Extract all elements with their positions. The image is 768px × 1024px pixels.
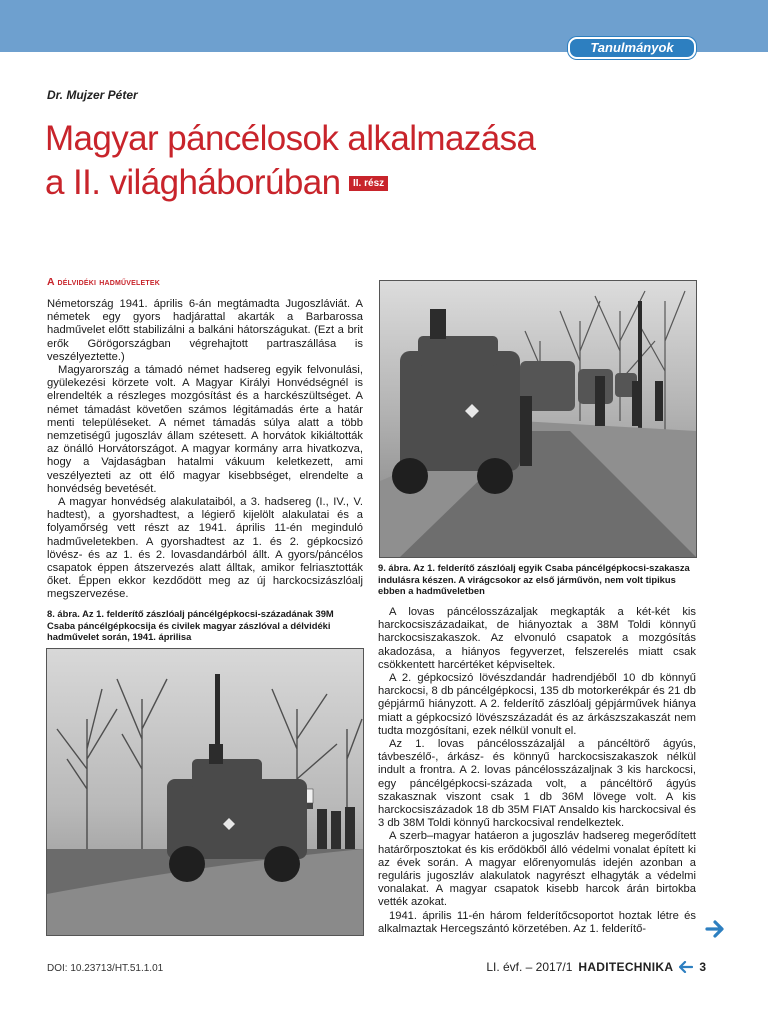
section-heading-text: A délvidéki hadműveletek: [47, 276, 160, 288]
paragraph: Németország 1941. április 6-án megtámadta Jugoszláviát. A németek egy gyors hadjárattal akarták a Barbarossa hadművelet előtt stabilizálni a balkáni hátországukat. (Ezt a brit erők Görögországban végrehajtott partraszállása is veszélyeztette.): [47, 298, 363, 363]
figure-9-caption: 9. ábra. Az 1. felderítő zászlóalj egyik Csaba páncélgépkocsi-szakasza indulásra készen. A virágcsokor az első járművön, nem volt tipikus ebben a hadműveletben: [378, 562, 690, 597]
article-title: [45, 117, 565, 205]
section-heading: [47, 276, 160, 288]
figure-8-photo: [46, 648, 364, 936]
issue-label: LI. évf. – 2017/1: [486, 960, 573, 974]
left-text-column: [47, 298, 363, 602]
page-number: 3: [699, 960, 706, 974]
paragraph: 1941. április 11-én három felderítőcsoportot hoztak létre és alkalmaztak Hercegszántó körzetében. Az 1. felderítő-: [378, 909, 696, 935]
footer-issue-info: [486, 960, 706, 974]
paragraph: A magyar honvédség alakulataiból, a 3. hadsereg (I., IV., V. hadtest), a gyorshadtest, a légierő kijelölt alakulatai és a folyamőrség vett részt az 1941. április 11-én meginduló hadműveletekben. A gyorshadtest az 1. és 2. gépkocsizó lövész- és az 1. és 2. lovasdandárból állt. A gyors/páncélos csapatok éppen átszervezés alatt álltak, amikor felriasztották őket. Éppen ekkor kezdődött meg az új harckocsizászlóalj megszervezése.: [47, 496, 363, 601]
magazine-name: HADITECHNIKA: [578, 960, 674, 974]
right-text-column: [378, 606, 696, 936]
paragraph: A szerb–magyar hatáeron a jugoszláv hadsereg megerődített határőrposztokat és kis erődökből álló védelmi vonalat épített ki az évek során. A magyar előrenyomulás idején azonban a reguláris jugoszláv alakulatok nagyrészt elhagyták a védelmi vonalakat. A magyar csapatok kisebb harcok árán birtokba vették azokat.: [378, 830, 696, 909]
part-badge: II. rész: [349, 176, 388, 191]
paragraph: Az 1. lovas páncélosszázaljál a páncéltörő ágyús, távbeszélő-, árkász- és könnyű harckocsiszakaszok nélkül indult a frontra. A 2. lovas páncélosszázaljnak 3 kis harckocsi, egy páncélgépkocsi-százada volt, a páncéltörő ágyús szakasznak viszont csak 1 db 36M lövege volt. A kis harckocsiszázadok 18 db 35M FIAT Ansaldo kis harckocsival és 3 db 38M Toldi könnyű harckocsival rendelkeztek.: [378, 738, 696, 830]
arrow-right-icon: [704, 918, 726, 940]
figure-9-photo: [379, 280, 697, 558]
paragraph: A lovas páncélosszázaljak megkapták a két-két kis harckocsiszázadaikat, de hiányoztak a 38M Toldi könnyű harckocsiszakaszok. Az elvonuló csapatok a mozgósítás akadozása, a hiányos fegyverzet, felszerelés miatt csak csökkentett harcértéket képviseltek.: [378, 606, 696, 671]
section-tag: Tanulmányok: [568, 37, 696, 59]
arrow-left-icon: [679, 961, 693, 973]
paragraph: Magyarország a támadó német hadsereg egyik felvonulási, gyülekezési körzete volt. A Magyar Királyi Honvédségnél is elrendelték a részleges mozgósítást és a harckészültséget. A német támadást követően számos légitámadás érte a határ menti településeket. A német támadás súlya alatt a több nemzetiségű jugoszláv állam szétesett. A horvátok kikiáltották az önálló Horvátországot. A magyar kormány arra hivatkozva, hogy a Vajdaságban hatalmi vákuum keletkezett, ami veszélyezteti az ott élő magyar kisebbséget, elrendelte a honvédség bevetését.: [47, 364, 363, 495]
figure-8-caption: 8. ábra. Az 1. felderítő zászlóalj páncélgépkocsi-századának 39M Csaba páncélgépkocsija és civilek magyar zászlóval a délvidéki hadművelet során, 1941. áprilisa: [47, 608, 334, 643]
title-line-2: a II. világháborúban: [45, 163, 341, 202]
title-line-1: Magyar páncélosok alkalmazása: [45, 119, 536, 158]
doi-reference: DOI: 10.23713/HT.51.1.01: [47, 963, 164, 974]
author-name: Dr. Mujzer Péter: [47, 88, 138, 102]
paragraph: A 2. gépkocsizó lövészdandár hadrendjéből 10 db könnyű harckocsi, 8 db páncélgépkocsi, 135 db motorkerékpár és 21 db gépjármű hiányzott. A 2. felderítő zászlóalj gépjárművek hiánya miatt a gépkocsizó lövészszázadát és az árkászszakaszát nem tudta mozgósítani, ezek nélkül vonult el.: [378, 672, 696, 737]
